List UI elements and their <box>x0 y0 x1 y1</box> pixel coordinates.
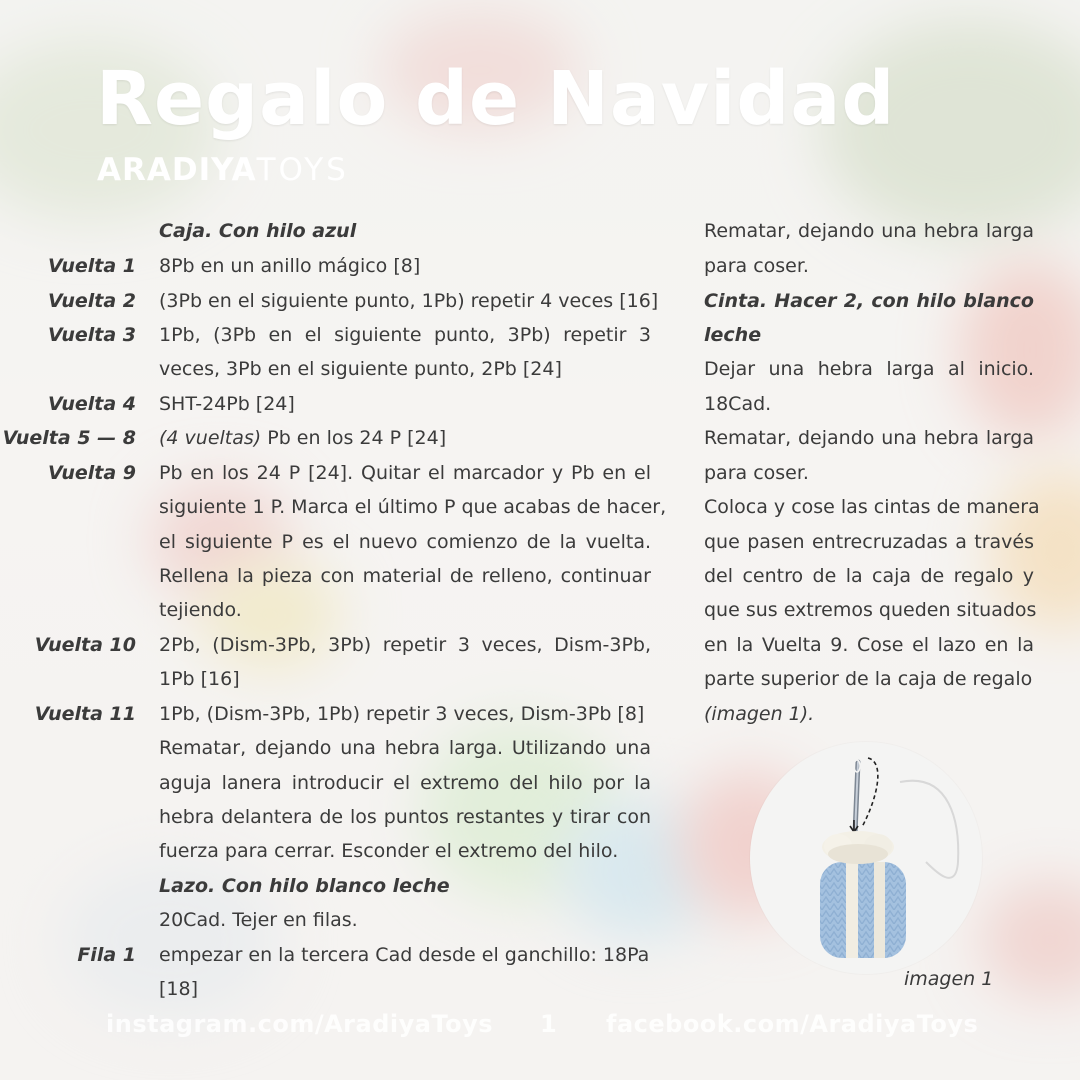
page-title: Regalo de Navidad <box>96 56 896 142</box>
gift-box-photo <box>750 742 982 974</box>
round-label: Vuelta 9 <box>48 462 136 484</box>
right-text: que pasen entrecruzadas a través <box>704 531 1034 553</box>
image-reference: (imagen 1). <box>704 703 815 725</box>
round-text: (4 vueltas) Pb en los 24 P [24] <box>159 427 447 449</box>
right-text: parte superior de la caja de regalo <box>704 668 1033 690</box>
round-text: 1Pb, (Dism-3Pb, 1Pb) repetir 3 veces, Dism-3Pb [8] <box>159 703 645 725</box>
right-text: Rematar, dejando una hebra larga <box>704 220 1034 242</box>
section-lazo-heading: Lazo. Con hilo blanco leche <box>159 875 450 897</box>
right-text: Dejar una hebra larga al inicio. <box>704 358 1034 380</box>
round-text: veces, 3Pb en el siguiente punto, 2Pb [24] <box>159 358 562 380</box>
right-text: Rematar, dejando una hebra larga <box>704 427 1034 449</box>
row-text: [18] <box>159 978 199 1000</box>
round-text: el siguiente P es el nuevo comienzo de la vuelta. <box>159 531 651 553</box>
round-label: Vuelta 2 <box>48 290 136 312</box>
round-label: Vuelta 5 — 8 <box>2 427 136 449</box>
round-text: 1Pb, (3Pb en el siguiente punto, 3Pb) repetir 3 <box>159 324 651 346</box>
right-text: Coloca y cose las cintas de manera <box>704 496 1040 518</box>
round-label: Vuelta 3 <box>48 324 136 346</box>
round-text: 1Pb [16] <box>159 668 240 690</box>
page-number: 1 <box>540 1010 558 1038</box>
round-text: (3Pb en el siguiente punto, 1Pb) repetir 4 veces [16] <box>159 290 659 312</box>
right-text: en la Vuelta 9. Cose el lazo en la <box>704 634 1034 656</box>
right-text: 18Cad. <box>704 393 772 415</box>
round-text: SHT-24Pb [24] <box>159 393 295 415</box>
section-cinta-heading: leche <box>704 324 762 346</box>
row-label: Fila 1 <box>77 944 136 966</box>
right-text: que sus extremos queden situados <box>704 599 1037 621</box>
round-text: hebra delantera de los puntos restantes y tirar con <box>159 806 651 828</box>
round-text: 8Pb en un anillo mágico [8] <box>159 255 421 277</box>
facebook-link[interactable]: facebook.com/AradiyaToys <box>606 1010 979 1038</box>
image-caption: imagen 1 <box>904 968 994 990</box>
round-text: Rellena la pieza con material de relleno, continuar <box>159 565 651 587</box>
row-text: empezar en la tercera Cad desde el ganchillo: 18Pa <box>159 944 650 966</box>
right-text: para coser. <box>704 462 809 484</box>
instagram-link[interactable]: instagram.com/AradiyaToys <box>106 1010 494 1038</box>
right-text: para coser. <box>704 255 809 277</box>
right-text: del centro de la caja de regalo y <box>704 565 1034 587</box>
round-text: 2Pb, (Dism-3Pb, 3Pb) repetir 3 veces, Dism-3Pb, <box>159 634 651 656</box>
section-caja-heading: Caja. Con hilo azul <box>159 220 357 242</box>
round-label: Vuelta 11 <box>34 703 136 725</box>
round-text: Pb en los 24 P [24]. Quitar el marcador y Pb en el <box>159 462 651 484</box>
round-text: tejiendo. <box>159 599 242 621</box>
round-text: aguja lanera introducir el extremo del hilo por la <box>159 772 651 794</box>
round-label: Vuelta 1 <box>48 255 136 277</box>
brand-logo: ARADIYATOYS <box>97 152 349 188</box>
round-text: fuerza para cerrar. Esconder el extremo del hilo. <box>159 840 619 862</box>
lazo-text: 20Cad. Tejer en filas. <box>159 909 358 931</box>
round-label: Vuelta 4 <box>48 393 136 415</box>
round-label: Vuelta 10 <box>34 634 136 656</box>
round-text: siguiente 1 P. Marca el último P que acabas de hacer, <box>159 496 667 518</box>
section-cinta-heading: Cinta. Hacer 2, con hilo blanco <box>704 290 1034 312</box>
round-text: Rematar, dejando una hebra larga. Utilizando una <box>159 737 651 759</box>
